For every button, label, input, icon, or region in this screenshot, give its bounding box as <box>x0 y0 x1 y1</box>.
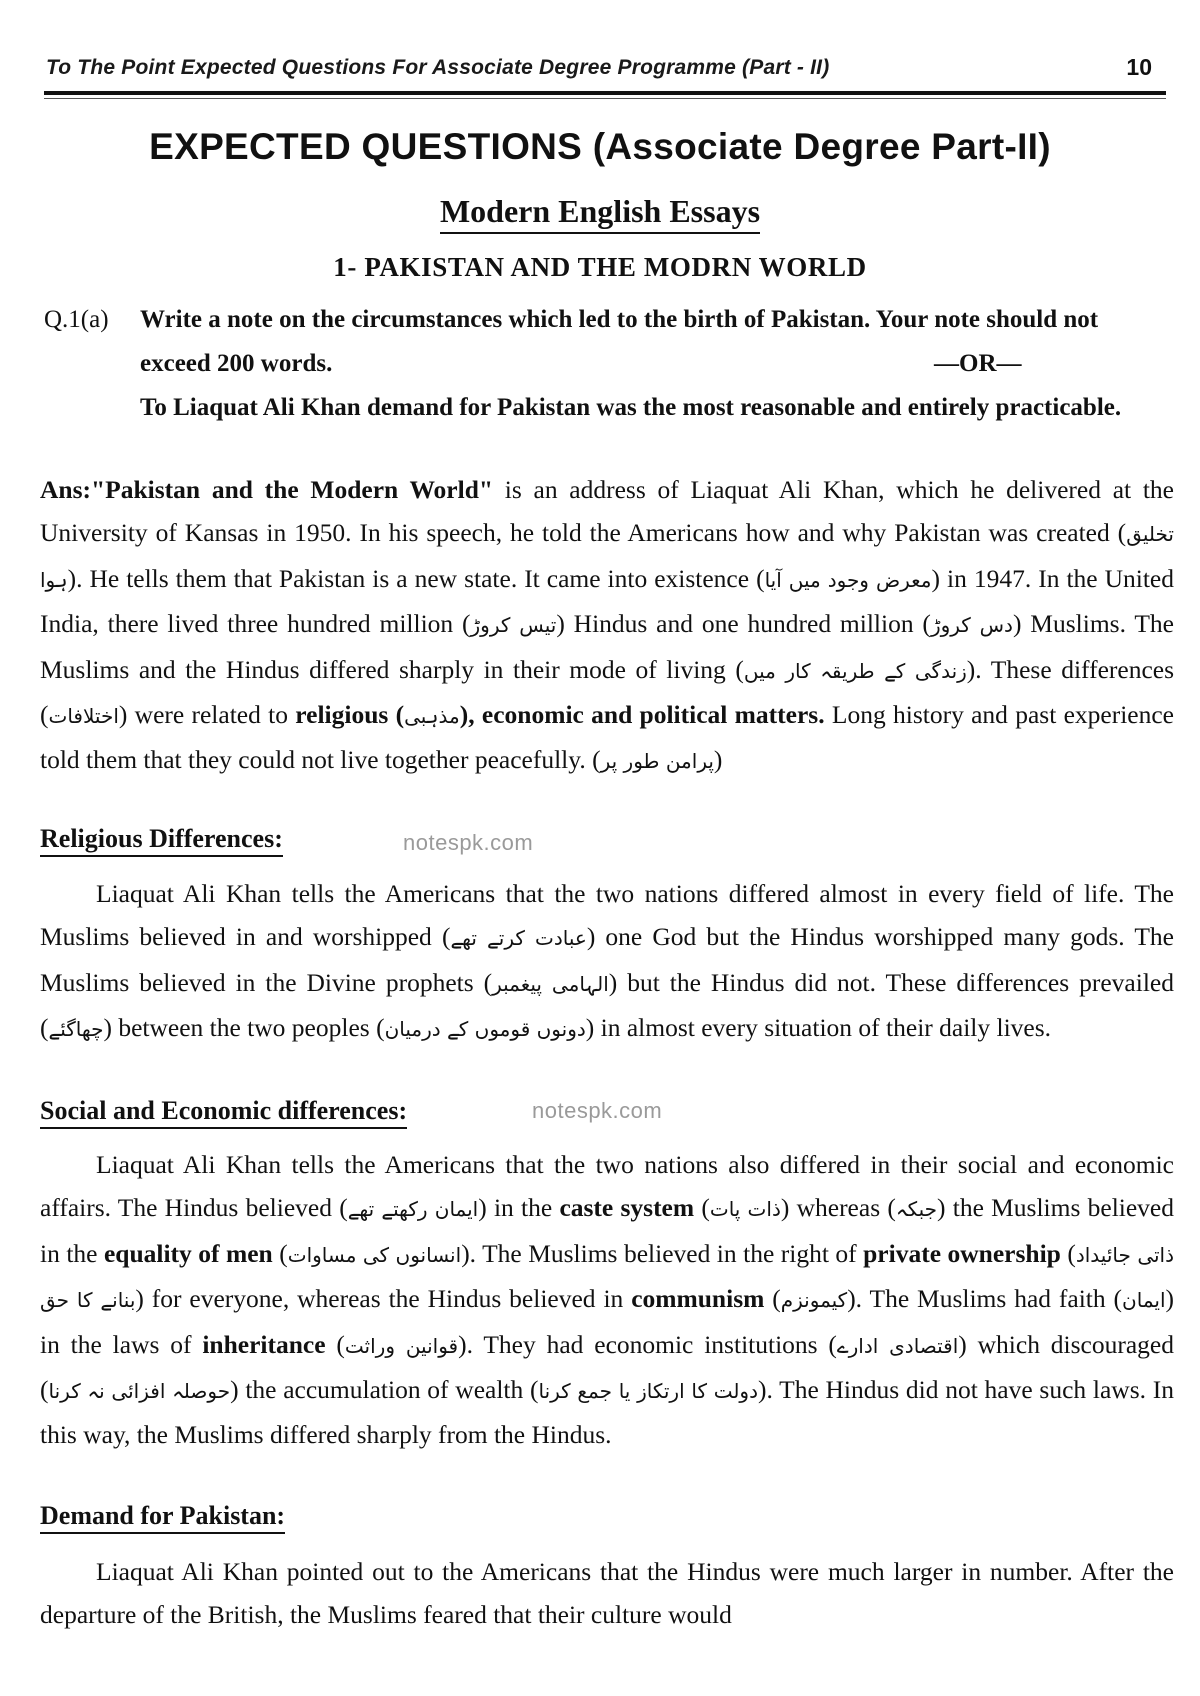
demand-heading-text: Demand for Pakistan: <box>40 1501 285 1534</box>
para-text: ( <box>1060 1238 1076 1268</box>
answer-text: ). These differences ( <box>40 654 1175 730</box>
religious-heading-text: Religious Differences: <box>40 824 283 857</box>
urdu-gloss: اختلافات <box>48 704 119 729</box>
answer-bold: ), economic and political matters. <box>459 700 825 730</box>
para-text: ) which discouraged ( <box>40 1329 1174 1405</box>
urdu-gloss: دولت کا ارتکاز یا جمع کرنا <box>538 1379 758 1404</box>
urdu-gloss: دونوں قوموں کے درمیان <box>384 1017 586 1042</box>
urdu-gloss: انسانوں کی مساوات <box>287 1242 462 1267</box>
answer-text: Long history and past experience told them that they could not live together peacefully. ( <box>40 700 1174 775</box>
para-text: ) one God but the Hindus worshipped many gods. The Muslims believed in the Divine prophets ( <box>40 922 1174 997</box>
urdu-gloss: مذہبی <box>404 704 460 729</box>
urdu-gloss: زندگی کے طریقہ کار میں <box>743 658 967 683</box>
header-rule <box>44 91 1166 95</box>
running-title: To The Point Expected Questions For Associate Degree Programme (Part - II) <box>46 56 830 79</box>
answer-text: ) Hindus and one hundred million ( <box>556 609 931 639</box>
sub-heading-text: Modern English Essays <box>440 193 760 234</box>
para-bold: equality of men <box>103 1238 273 1268</box>
urdu-gloss: دس کروڑ <box>930 613 1013 638</box>
urdu-gloss: اقتصادی ادارے <box>836 1333 959 1358</box>
para-text: ) in the <box>478 1193 560 1223</box>
para-text: ). The Muslims had faith ( <box>847 1284 1123 1314</box>
para-text: Liaquat Ali Khan tells the Americans that the two nations differed almost in every field of life. The Muslims believed in and worshipped ( <box>40 879 1174 952</box>
page-number: 10 <box>1126 54 1152 80</box>
question-text-1: Write a note on the circumstances which led to the birth of Pakistan. Your note should not exceed 200 words. <box>140 306 1099 377</box>
urdu-gloss: ایمان رکھتے تھے <box>347 1197 479 1222</box>
watermark: notespk.com <box>532 1098 663 1123</box>
demand-heading <box>40 1501 285 1531</box>
answer-text: ). He tells them that Pakistan is a new state. It came into existence ( <box>67 563 765 593</box>
answer-text: ) <box>713 745 723 775</box>
answer-bold: religious ( <box>295 700 405 730</box>
urdu-gloss: جبکہ <box>895 1197 938 1222</box>
religious-heading <box>40 824 283 854</box>
answer-paragraph <box>40 468 1174 784</box>
answer-text: ) Muslims. The Muslims and the Hindus differed sharply in their mode of living ( <box>40 609 1174 684</box>
urdu-gloss: حوصلہ افزائی نہ کرنا <box>48 1379 231 1404</box>
or-separator: —OR— <box>934 350 1022 377</box>
social-paragraph <box>40 1143 1174 1457</box>
para-text: ) but the Hindus did not. These differences prevailed ( <box>40 967 1174 1043</box>
para-text: Liaquat Ali Khan tells the Americans that the two nations also differed in their social and economic affairs. The Hindus believed ( <box>40 1150 1174 1223</box>
urdu-gloss: ذات پات <box>709 1197 781 1222</box>
urdu-gloss: ایمان <box>1122 1288 1166 1313</box>
essay-title: 1- PAKISTAN AND THE MODRN WORLD <box>333 252 867 282</box>
urdu-gloss: معرض وجود میں آیا <box>764 567 932 592</box>
urdu-gloss: الہامی پیغمبر <box>492 971 609 996</box>
question-text-2: To Liaquat Ali Khan demand for Pakistan was the most reasonable and entirely practicable. <box>140 394 1122 421</box>
social-heading <box>40 1096 407 1126</box>
para-text: ( <box>694 1193 710 1223</box>
header-rule-thin <box>44 98 1166 99</box>
para-bold: private ownership <box>863 1238 1061 1268</box>
answer-text: ) in 1947. In the United India, there lived three hundred million ( <box>40 563 1174 639</box>
watermark: notespk.com <box>403 830 534 855</box>
urdu-gloss: تیس کروڑ <box>470 613 557 638</box>
urdu-gloss: قوانین وراثت <box>344 1333 459 1358</box>
para-text: ). The Hindus did not have such laws. In this way, the Muslims differed sharply from the Hindus. <box>40 1375 1174 1450</box>
para-text: ) the accumulation of wealth ( <box>230 1375 539 1405</box>
para-text: ) whereas ( <box>780 1193 896 1223</box>
religious-paragraph <box>40 872 1174 1052</box>
urdu-gloss: پرامن طور پر <box>600 749 714 774</box>
para-text: ) in the laws of <box>40 1284 1174 1359</box>
para-bold: communism <box>631 1284 765 1314</box>
para-text: ) between the two peoples ( <box>103 1013 385 1043</box>
urdu-gloss: عبادت کرتے تھے <box>450 926 587 951</box>
para-text: ) for everyone, whereas the Hindus believed in <box>135 1284 632 1314</box>
answer-text: is an address of Liaquat Ali Khan, which he delivered at the University of Kansas in 1950. In his speech, he told the Americans how and why Pakistan was created ( <box>40 475 1174 548</box>
main-heading: EXPECTED QUESTIONS (Associate Degree Part-II) <box>149 126 1051 167</box>
para-bold: caste system <box>559 1193 695 1223</box>
urdu-gloss: چھاگئے <box>48 1017 104 1042</box>
sub-heading <box>0 193 1200 230</box>
para-text: ( <box>272 1238 288 1268</box>
answer-lead: Ans:"Pakistan and the Modern World" <box>40 475 494 504</box>
running-header <box>46 52 1164 86</box>
urdu-gloss: ذاتی جائیداد بنانے کا حق <box>40 1242 1175 1313</box>
para-text: ). They had economic institutions ( <box>458 1329 837 1359</box>
social-heading-text: Social and Economic differences: <box>40 1096 407 1129</box>
urdu-gloss: تخلیق ہوا <box>40 522 1174 592</box>
question-block <box>44 298 1164 430</box>
para-text: ) in almost every situation of their daily lives. <box>585 1013 1052 1043</box>
para-bold: inheritance <box>202 1329 326 1359</box>
urdu-gloss: کیمونزم <box>780 1288 848 1313</box>
para-text: ) the Muslims believed in the <box>40 1193 1175 1268</box>
para-text: ( <box>325 1329 345 1359</box>
para-text: ( <box>764 1284 781 1314</box>
demand-paragraph: Liaquat Ali Khan pointed out to the Americans that the Hindus were much larger in number. After the departure of the British, the Muslims feared that their culture would <box>40 1557 1174 1630</box>
answer-text: ) were related to <box>118 700 296 730</box>
question-label: Q.1(a) <box>44 306 109 333</box>
para-text: ). The Muslims believed in the right of <box>461 1238 864 1268</box>
